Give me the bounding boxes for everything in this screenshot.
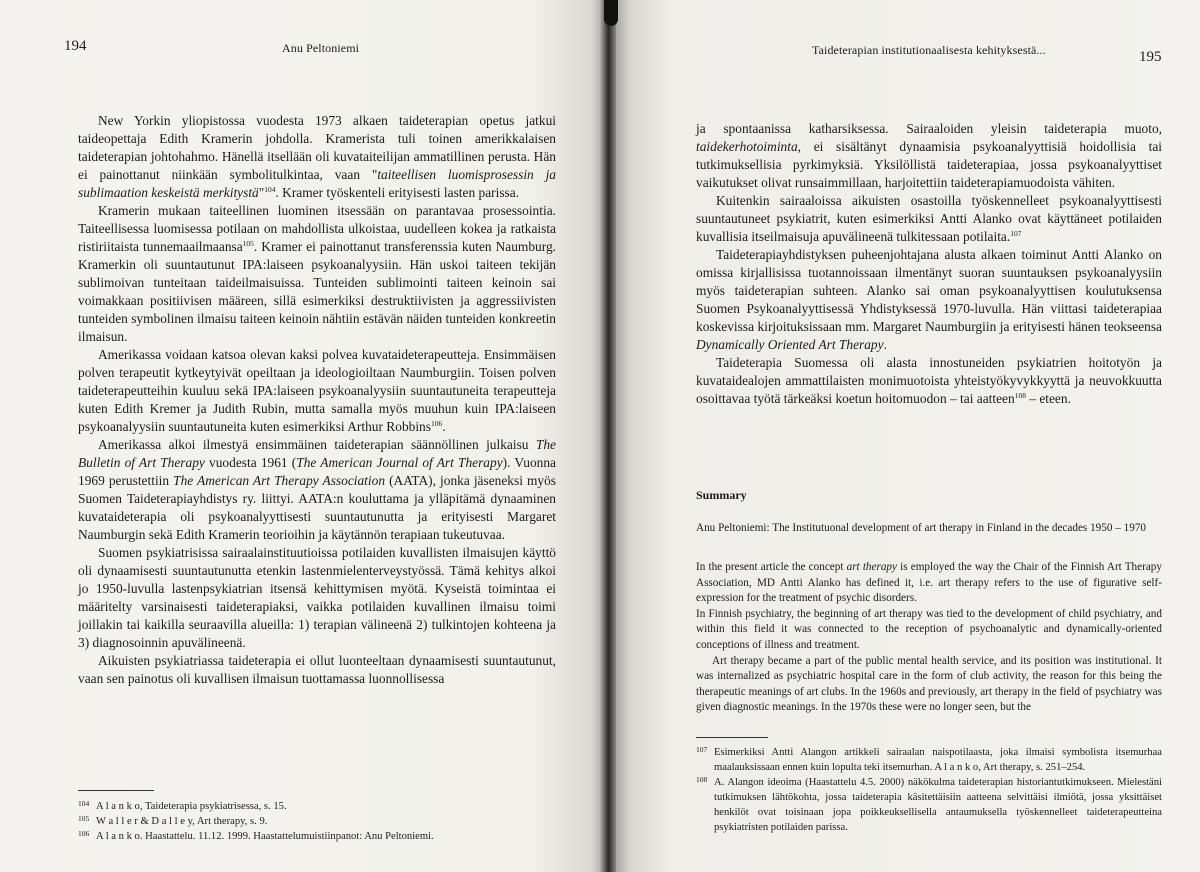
paragraph bbox=[78, 112, 556, 202]
paragraph bbox=[78, 436, 556, 544]
running-head: Taideterapian institutionaalisesta kehityksestä... bbox=[812, 43, 1046, 57]
footnote-reference: 105 bbox=[242, 239, 254, 248]
summary-text bbox=[696, 560, 1162, 716]
italic-text: Dynamically Oriented Art Therapy bbox=[696, 337, 884, 352]
paragraph bbox=[696, 354, 1162, 408]
footnotes bbox=[696, 745, 1162, 835]
text-run: Amerikassa voidaan katsoa olevan kaksi polvea kuvataideterapeutteja. Ensimmäisen polven terapeutit kytkeytyivät opeiltaan ja ideologioiltaan Naumburgiin. Toisen polven taideterapeutteihin kuuluu sekä IPA:laiseen psykoanalyysiin suuntautuneita terapeutteja kuten Edith Kremer ja Judith Rubin, mutta samalla myös muuhun kuin IPA:laiseen psykoanalyysiin suuntautuneita kuten esimerkiksi Arthur Robbins bbox=[78, 347, 556, 434]
footnote-mark: 108 bbox=[696, 775, 708, 784]
footnote-text: W a l l e r & D a l l e y, Art therapy, s. 9. bbox=[96, 816, 268, 827]
text-run: Taideterapiayhdistyksen puheenjohtajana alusta alkaen toiminut Antti Alanko on omissa kirjallisissa tuotannoissaan ilmentänyt suoran suuntauksen psykoanalyysiin myös taideterapian suhteen. Alanko sai oman psykoanalyyttisen koulutuksensa Suomen Psykoanalyyttisessä Yhdistyksessä 1970-luvulla. Hän viittasi taideterapiaa koskevissa kirjoituksissaan mm. Margaret Naumburgiin ja erityisesti hänen teokseensa bbox=[696, 247, 1162, 334]
text-run: " bbox=[258, 185, 265, 200]
footnote-reference: 104 bbox=[264, 185, 276, 194]
page-number: 195 bbox=[1139, 49, 1162, 65]
footnote-rule bbox=[78, 790, 154, 791]
text-run: Suomen psykiatrisissa sairaalainstituutioissa potilaiden kuvallisten ilmaisujen käyttö oli dynaamisesti suuntautunutta etenkin lastenmielenterveystyössä. Tämä kehitys alkoi jo 1950-luvulla lastenpsykiatrian itsensä kehittymisen myötä. Kyseistä toimintaa ei määritelty varsinaisesti taideterapiaksi, vaikka potilaiden kuvallinen ilmaisu toimi joillakin tai kaikilla seuraavilla alueilla: 1) terapian välineenä 2) tulkintojen kohteena ja 3) diagnosoinnin apuvälineenä. bbox=[78, 545, 556, 650]
footnote-mark: 106 bbox=[78, 829, 90, 838]
running-head: Anu Peltoniemi bbox=[282, 41, 360, 55]
italic-text: taidekerhotoiminta bbox=[696, 139, 798, 154]
italic-text: taiteellisen luomisprosessin ja sublimaation keskeistä merkitystä bbox=[78, 167, 556, 200]
right-page bbox=[612, 0, 1200, 872]
text-run: New Yorkin yliopistossa vuodesta 1973 alkaen taideterapian opetus jatkui taideopettaja Edith Kramerin johdolla. Kramerista tuli toinen amerikkalaisen taideterapian johtohahmo. Hänellä itsellään oli kuvataiteilijan ammatillinen perusta. Hän ei painottanut niinkään symbolitulkintaa, vaan " bbox=[78, 113, 556, 182]
footnote-reference: 107 bbox=[1010, 229, 1022, 238]
italic-text: art therapy bbox=[846, 561, 897, 573]
text-run: Amerikassa alkoi ilmestyä ensimmäinen taideterapian säännöllinen julkaisu bbox=[98, 437, 536, 452]
paragraph bbox=[696, 246, 1162, 354]
paragraph bbox=[78, 652, 556, 688]
footnote bbox=[78, 829, 548, 844]
paragraph bbox=[78, 202, 556, 346]
text-run: . Kramer työskenteli erityisesti lasten parissa. bbox=[275, 185, 520, 200]
footnote-text: Esimerkiksi Antti Alangon artikkeli sairaalan naispotilaasta, joka ilmaisi symbolista itsemurhaa maalauksissaan ennen kuin lopulta teki itsemurhan. A l a n k o, Art therapy, s. 251–254. bbox=[714, 747, 1162, 773]
footnote-mark: 105 bbox=[78, 814, 90, 823]
text-run: Art therapy became a part of the public mental health service, and its position was institutional. It was internalized as psychiatric hospital care in the form of club activity, the reason for this being the therapeutic meanings of art clubs. In the 1960s and previously, art therapy in the field of psychiatry was given diagnostic meanings. In the 1970s these were no longer seen, but the bbox=[696, 654, 1162, 714]
footnote-mark: 104 bbox=[78, 799, 90, 808]
paragraph bbox=[696, 192, 1162, 246]
footnote-rule bbox=[696, 737, 768, 738]
page-number: 194 bbox=[64, 38, 87, 54]
text-run: Aikuisten psykiatriassa taideterapia ei ollut luonteeltaan dynaamisesti suuntautunut, vaan sen painotus oli kuvallisen ilmaisun tuottamassa luonnollisessa bbox=[78, 653, 556, 686]
text-run: Taideterapia Suomessa oli alasta innostuneiden psykiatrien hoitotyön ja kuvataidealojen ammattilaisten monimuotoista yhteistyökyvykkyyttä ja neuvokkuutta osoittavaa työtä tärkeäksi koetun hoitomuodon – tai aatteen bbox=[696, 355, 1162, 406]
text-run: . bbox=[883, 337, 887, 352]
text-run: , ei sisältänyt dynaamisia psykoanalyyttisiä hoidollisia tai tutkimuksellisia pyrkimyksiä. Yksilöllistä taideterapiaa, jossa psykoanalyyttiset vaikutukset olivat runsaimmillaan, harjoitettiin taideterapiamuodoista vähiten. bbox=[696, 139, 1162, 190]
footnote bbox=[78, 799, 548, 814]
footnote-text: A l a n k o, Taideterapia psykiatrisessa, s. 15. bbox=[96, 801, 287, 812]
footnote-reference: 108 bbox=[1014, 391, 1026, 400]
paragraph bbox=[696, 654, 1162, 716]
paragraph bbox=[696, 120, 1162, 192]
summary-author-title: Anu Peltoniemi: The Institutuonal development of art therapy in Finland in the decades 1950 – 1970 bbox=[696, 522, 1147, 534]
text-run: is employed the way the Chair of the Finnish Art Therapy Association, MD Antti Alanko has defined it, i.e. art therapy refers to the use of figurative self-expression for the treatment of psychic disorders. bbox=[696, 561, 1162, 605]
paragraph bbox=[78, 346, 556, 436]
text-run: . bbox=[442, 419, 446, 434]
footnotes bbox=[78, 799, 548, 844]
text-run: . Kramer ei painottanut transferenssia kuten Naumburg. Kramerkin oli suuntautunut IPA:laiseen psykoanalyysiin. Hän uskoi taiteen tekijän sublimoivan tunteitaan taideilmaisuissa. Tunteiden sublimointi taiteen keinoin sai voimakkaan positiivisen määreen, sillä esimerkiksi destruktiivisten ja aggressiivisten tunteiden symbolinen ilmaisu taiteen keinoin nähtiin estävän näiden tunteiden konkreetin ilmaisun. bbox=[78, 239, 556, 344]
footnote-mark: 107 bbox=[696, 745, 708, 754]
text-run: – eteen. bbox=[1025, 391, 1071, 406]
text-run: ja spontaanissa katharsiksessa. Sairaaloiden yleisin taideterapia muoto, bbox=[696, 121, 1162, 136]
book-gutter bbox=[600, 0, 616, 872]
footnote-reference: 106 bbox=[430, 419, 443, 428]
text-run: (AATA), jonka jäseneksi myös Suomen Taideterapiayhdistys ry. liittyi. AATA:n kouluttama ja ylläpitämä dynaaminen kuvataideterapia oli psykoanalyyttisesti suuntautunutta ja erityisesti Margaret Naumburgin sekä Edith Kramerin teorioihin ja käytännön terapiaan tukeutuvaa. bbox=[78, 473, 556, 542]
paragraph bbox=[696, 607, 1162, 654]
text-run: Kuitenkin sairaaloissa aikuisten osastoilla työskennelleet psykoanalyyttisesti suuntautuneet psykiatrit, kuten esimerkiksi Antti Alanko ovat käyttäneet potilaiden kuvallisia itseilmaisuja apuvälineenä tulkitessaan potilaita. bbox=[696, 193, 1162, 244]
text-run: vuodesta 1961 ( bbox=[204, 455, 297, 470]
text-run: In Finnish psychiatry, the beginning of art therapy was tied to the development of child psychiatry, and within this field it was connected to the reception of psychoanalytic and dynamically-oriented conceptions of illness and treatment. bbox=[696, 607, 1162, 651]
footnote bbox=[696, 775, 1162, 835]
footnote-text: A l a n k o. Haastattelu. 11.12. 1999. Haastattelumuistiinpanot: Anu Peltoniemi. bbox=[96, 831, 434, 842]
text-run: In the present article the concept bbox=[696, 561, 847, 573]
paragraph bbox=[696, 560, 1162, 607]
summary-heading: Summary bbox=[696, 488, 747, 502]
italic-text: The Bulletin of Art Therapy bbox=[78, 437, 556, 470]
paragraph bbox=[78, 544, 556, 652]
gutter-shadow bbox=[604, 0, 618, 26]
text-run: ). Vuonna 1969 perustettiin bbox=[78, 455, 556, 488]
italic-text: The American Journal of Art Therapy bbox=[296, 455, 503, 470]
body-text bbox=[78, 112, 556, 688]
footnote bbox=[78, 814, 548, 829]
italic-text: The American Art Therapy Association bbox=[173, 473, 386, 488]
footnote bbox=[696, 745, 1162, 775]
text-run: Kramerin mukaan taiteellinen luominen itsessään on parantavaa prosessointia. Taiteellisessa luomisessa potilaan on mahdollista ulkoistaa, uudelleen kokea ja ratkaista ristiriitaista tunnemaailmaansa bbox=[78, 203, 556, 254]
footnote-text: A. Alangon ideoima (Haastattelu 4.5. 2000) näkökulma taideterapian historiantutkimukseen. Mielestäni tutkimuksen lähtökohta, jossa taideterapia käsitettäisiin aatteena selvittäisi ilmiötä, jossa yksittäiset henkilöt ovat toisinaan jopa poikkeuksellisella antaumuksella työskennelleet taideterapeutteina psykiatristen potilaiden parissa. bbox=[714, 777, 1162, 833]
body-text bbox=[696, 120, 1162, 408]
